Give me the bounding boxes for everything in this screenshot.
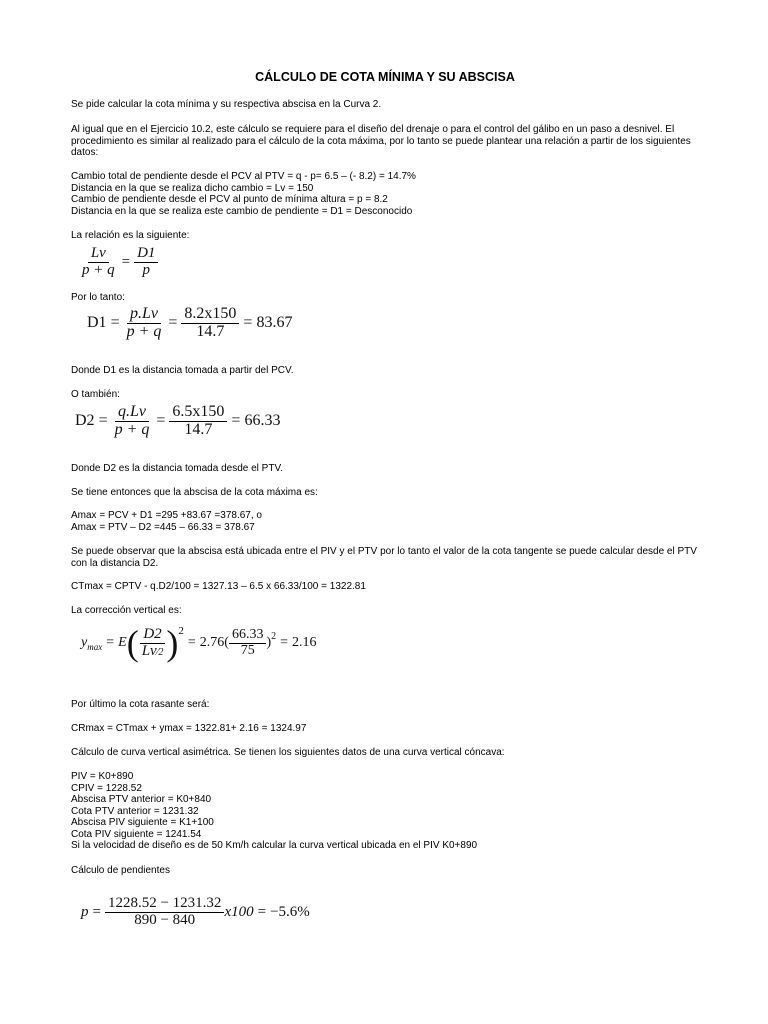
fraction-numeric (181, 306, 239, 341)
equals-sign: = (280, 635, 289, 650)
equals-sign: = (121, 253, 131, 270)
equals-sign: = (98, 412, 108, 430)
fraction-denominator: 890 − 840 (134, 911, 196, 928)
fraction-lv-over-pq (79, 246, 118, 279)
correction-paragraph: La corrección vertical es: (71, 605, 182, 616)
equals-sign: = (231, 412, 241, 430)
equation-d1 (87, 306, 292, 341)
finally-paragraph: Por último la cota rasante será: (71, 699, 210, 710)
right-paren: ) (166, 623, 179, 663)
d2-description: Donde D2 es la distancia tomada desde el PTV. (71, 463, 283, 474)
asymmetric-paragraph: Cálculo de curva vertical asimétrica. Se tienen los siguientes datos de una curva vertical cóncava: (71, 747, 505, 758)
equation-result: 83.67 (256, 314, 293, 332)
equation-lhs: D2 (75, 412, 95, 430)
equation-lhs: $y_{max}$ (81, 634, 103, 652)
equation-d2 (75, 404, 280, 439)
equation-lhs: p (81, 903, 89, 920)
fraction-numerator: D1 (134, 246, 158, 263)
amax-line-1: Amax = PCV + D1 =295 +83.67 =378.67, o (71, 510, 262, 521)
fraction-numerator: 66.33 (229, 628, 267, 644)
equation-relation (79, 246, 158, 279)
fraction-denominator: p + q (126, 322, 162, 340)
fraction-denominator: p (142, 261, 151, 278)
fraction-numerator: 8.2x150 (181, 306, 239, 324)
amax-line-2: Amax = PTV – D2 =445 – 66.33 = 378.67 (71, 521, 255, 533)
asym-data-line: Abscisa PIV siguiente = K1+100 (71, 817, 214, 828)
constant-e: E (118, 635, 127, 650)
fraction-denominator: 14.7 (196, 322, 225, 340)
equals-sign: = (92, 903, 101, 920)
fraction-numerator: 1228.52 − 1231.32 (105, 896, 224, 913)
fraction-slope (105, 896, 224, 929)
equals-sign: = (187, 635, 196, 650)
intro-paragraph: Se pide calcular la cota mínima y su respectiva abscisa en la Curva 2. (71, 99, 382, 110)
fraction-numerator: q.Lv (115, 404, 149, 422)
equals-sign: = (106, 635, 115, 650)
equation-result: 66.33 (244, 412, 281, 430)
fraction-numeric (169, 404, 227, 439)
asym-data-line: Cota PIV siguiente = 1241.54 (71, 828, 202, 840)
data-line-4: Distancia en la que se realiza este cambio de pendiente = D1 = Desconocido (71, 205, 413, 217)
equation-slope (81, 896, 310, 929)
observation-paragraph: Se puede observar que la abscisa está ubicada entre el PIV y el PTV por lo tanto el valor de la cota tangente se puede calcular desde el PTV con la distancia D2. (71, 546, 697, 569)
d1-description: Donde D1 es la distancia tomada a partir del PCV. (71, 365, 294, 376)
asym-data-line: Si la velocidad de diseño es de 50 Km/h calcular la curva vertical ubicada en el PIV K0+890 (71, 840, 478, 851)
equation-result: 2.16 (292, 635, 317, 650)
abscissa-paragraph: Se tiene entonces que la abscisa de la cota máxima es: (71, 487, 318, 498)
document-title: CÁLCULO DE COTA MÍNIMA Y SU ABSCISA (255, 70, 515, 84)
fraction-denominator: Lv⁄2 (141, 642, 164, 659)
fraction-denominator: 75 (240, 642, 255, 658)
context-paragraph: Al igual que en el Ejercicio 10.2, este cálculo se requiere para el diseño del drenaje o para el control del gálibo en un paso a desnivel. El procedimiento es similar al realizado para el cálculo de la cota máxima, por lo tanto se puede plantear una relación a partir de los siguientes datos: (71, 124, 691, 158)
fraction-numerator: p.Lv (127, 306, 161, 324)
equals-sign: = (168, 314, 178, 332)
equals-sign: = (257, 903, 267, 920)
fraction-denominator: p + q (114, 420, 150, 438)
equation-lhs: D1 (87, 314, 107, 332)
multiplier: x100 (224, 903, 254, 920)
asym-data-line: Abscisa PTV anterior = K0+840 (71, 794, 212, 805)
close-paren: ) (266, 635, 272, 650)
equation-result: −5.6% (270, 903, 310, 920)
fraction-d1-over-p (134, 246, 158, 279)
exponent: 2 (271, 631, 277, 642)
fraction-symbolic (112, 404, 153, 439)
coefficient: 2.76( (199, 635, 229, 650)
asym-data-line: PIV = K0+890 (71, 771, 134, 782)
relation-paragraph: La relación es la siguiente: (71, 230, 190, 241)
fraction-denominator: 14.7 (184, 420, 213, 438)
equals-sign: = (110, 314, 120, 332)
fraction-numerator: 6.5x150 (169, 404, 227, 422)
crmax-line: CRmax = CTmax + ymax = 1322.81+ 2.16 = 1324.97 (71, 723, 307, 734)
fraction-numerator: Lv (88, 246, 109, 263)
data-line-2: Distancia en la que se realiza dicho cambio = Lv = 150 (71, 182, 314, 194)
data-line-1: Cambio total de pendiente desde el PCV al PTV = q - p= 6.5 – (- 8.2) = 14.7% (71, 171, 416, 182)
asym-data-line: CPIV = 1228.52 (71, 782, 142, 794)
exponent: 2 (178, 625, 184, 637)
also-paragraph: O también: (71, 389, 120, 400)
fraction-d2-over-lv2 (139, 627, 167, 660)
slopes-paragraph: Cálculo de pendientes (71, 865, 170, 876)
asym-data-line: Cota PTV anterior = 1231.32 (71, 805, 199, 817)
ctmax-line: CTmax = CPTV - q.D2/100 = 1327.13 – 6.5 x 66.33/100 = 1322.81 (71, 581, 366, 592)
fraction-numerator: D2 (140, 627, 164, 644)
equals-sign: = (243, 314, 253, 332)
data-line-3: Cambio de pendiente desde el PCV al punto de mínima altura = p = 8.2 (71, 194, 388, 205)
equation-ymax (81, 625, 317, 661)
left-paren: ( (126, 623, 139, 663)
equals-sign: = (156, 412, 166, 430)
fraction-denominator: p + q (82, 261, 115, 278)
fraction-symbolic (124, 306, 165, 341)
therefore-paragraph: Por lo tanto: (71, 292, 125, 303)
fraction-numeric (229, 628, 267, 658)
